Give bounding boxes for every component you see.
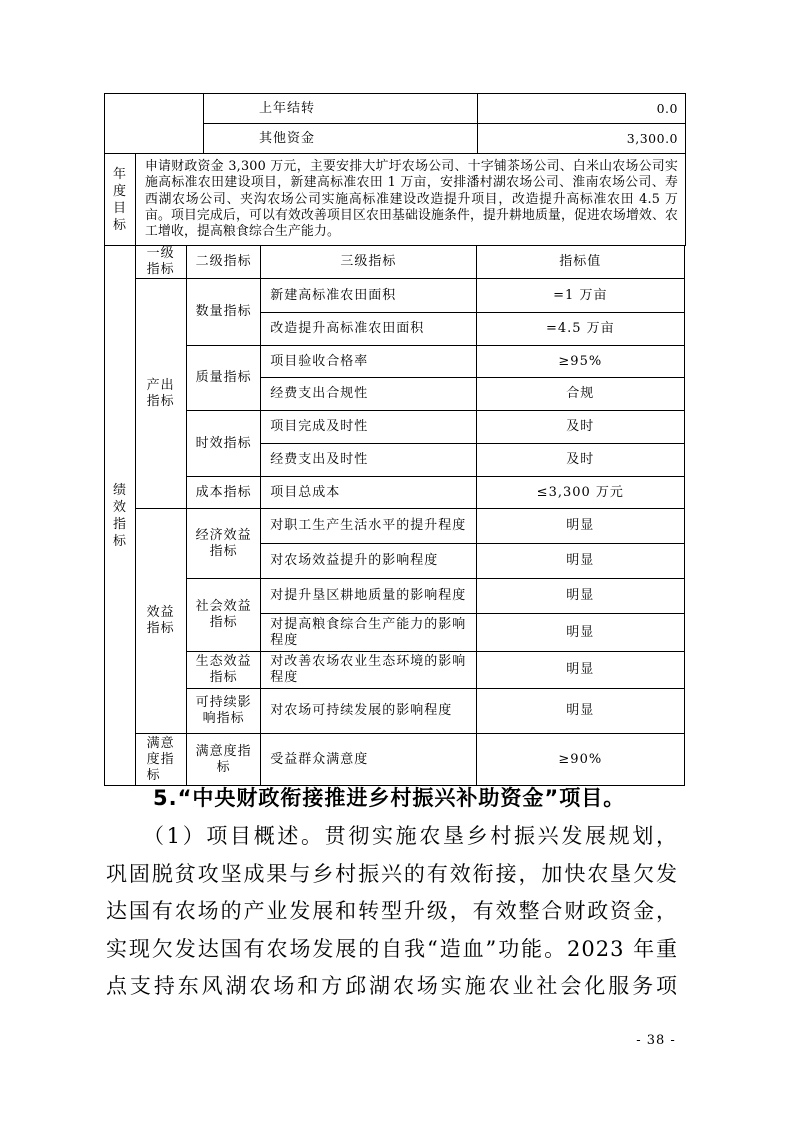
l3-cell: 对农场效益提升的影响程度 — [261, 544, 476, 579]
value-cell: =1 万亩 — [476, 279, 684, 313]
table-row — [105, 279, 685, 313]
l2-cell: 成本指标 — [187, 477, 261, 509]
l1-cell: 产出指标 — [136, 279, 187, 509]
l3-cell: 对提升垦区耕地质量的影响程度 — [261, 579, 476, 614]
header-l3: 三级指标 — [261, 246, 476, 279]
l3-cell: 项目完成及时性 — [261, 411, 476, 444]
table-row — [105, 411, 685, 444]
annual-goal-label: 年度目标 — [112, 166, 127, 233]
l3-cell: 项目总成本 — [261, 477, 476, 509]
l3-cell: 对提高粮食综合生产能力的影响程度 — [261, 614, 476, 652]
header-value: 指标值 — [476, 246, 684, 279]
funding-value: 0.0 — [478, 94, 686, 124]
l1-cell: 效益指标 — [136, 509, 187, 734]
paragraph-line: 实现欠发达国有农场发展的自我“造血”功能。2023 年重 — [106, 936, 678, 961]
value-cell: 明显 — [476, 579, 684, 614]
value-cell: 明显 — [476, 544, 684, 579]
value-cell: 明显 — [476, 689, 684, 734]
l2-cell: 质量指标 — [187, 346, 261, 411]
header-l1: 一级指标 — [136, 246, 187, 279]
table-row — [105, 94, 686, 124]
l2-cell: 时效指标 — [187, 411, 261, 477]
funding-value: 3,300.0 — [478, 124, 686, 154]
budget-performance-table — [104, 93, 685, 786]
l3-cell: 新建高标准农田面积 — [261, 279, 476, 313]
l3-cell: 受益群众满意度 — [261, 734, 476, 786]
funding-label: 其他资金 — [204, 124, 478, 154]
table-row — [105, 652, 685, 689]
paragraph-line: 巩固脱贫攻坚成果与乡村振兴的有效衔接，加快农垦欠发 — [106, 861, 678, 886]
l3-cell: 对改善农场农业生态环境的影响程度 — [261, 652, 476, 689]
paragraph-line: （1）项目概述。贯彻实施农垦乡村振兴发展规划， — [143, 824, 678, 848]
l1-cell: 满意度指标 — [136, 734, 187, 786]
l3-cell: 改造提升高标准农田面积 — [261, 313, 476, 346]
l2-cell: 满意度指标 — [187, 734, 261, 786]
paragraph-line: 达国有农场的产业发展和转型升级，有效整合财政资金， — [106, 899, 678, 923]
table-row — [105, 477, 685, 509]
annual-goal-text: 申请财政资金 3,300 万元，主要安排大圹圩农场公司、十字铺茶场公司、白米山农场公司实施高标准农田建设项目，新建高标准农田 1 万亩，安排潘村湖农场公司、淮南农场公司、寿西湖农场公司、夹沟农场公司实施高标准建设改造提升项目，改造提升高标准农田 4.5 万亩。项目完成后，可以有效改善项目区农田基础设施条件，提升耕地质量，促进农场增效、农工增收，提高粮食综合生产能力。 — [145, 159, 678, 240]
value-cell: 合规 — [476, 378, 684, 411]
l2-cell: 社会效益指标 — [187, 579, 261, 652]
l3-cell: 对农场可持续发展的影响程度 — [261, 689, 476, 734]
value-cell: ≤3,300 万元 — [476, 477, 684, 509]
annual-goal-label-cell — [105, 154, 136, 246]
l3-cell: 经费支出及时性 — [261, 444, 476, 477]
value-cell: 明显 — [476, 652, 684, 689]
section-text-block — [106, 783, 678, 1006]
l3-cell: 项目验收合格率 — [261, 346, 476, 378]
value-cell: 明显 — [476, 509, 684, 544]
table-row — [105, 346, 685, 378]
annual-goal-row — [104, 153, 686, 246]
value-cell: 及时 — [476, 444, 684, 477]
funding-label: 上年结转 — [204, 94, 478, 124]
table-row — [105, 734, 685, 786]
table-row — [105, 689, 685, 734]
l3-cell: 经费支出合规性 — [261, 378, 476, 411]
header-row — [105, 246, 685, 279]
table-row — [105, 579, 685, 614]
performance-section-label: 绩效指标 — [113, 482, 128, 549]
value-cell: 及时 — [476, 411, 684, 444]
value-cell: ≥95% — [476, 346, 684, 378]
carryover-table — [104, 93, 686, 154]
blank-cell — [105, 94, 204, 154]
header-l2: 二级指标 — [187, 246, 261, 279]
l2-cell: 数量指标 — [187, 279, 261, 346]
value-cell: ≥90% — [476, 734, 684, 786]
value-cell: 明显 — [476, 614, 684, 652]
section-heading: 5.“中央财政衔接推进乡村振兴补助资金”项目。 — [153, 786, 626, 810]
paragraph-line: 点支持东风湖农场和方邱湖农场实施农业社会化服务项 — [106, 974, 678, 998]
annual-goal-text-cell — [136, 154, 686, 246]
table-row — [105, 509, 685, 544]
performance-section-label-cell — [105, 246, 136, 786]
l2-cell: 可持续影响指标 — [187, 689, 261, 734]
performance-indicators-table — [104, 245, 685, 786]
l2-cell: 生态效益指标 — [187, 652, 261, 689]
l2-cell: 经济效益指标 — [187, 509, 261, 579]
table-row — [105, 154, 686, 246]
value-cell: =4.5 万亩 — [476, 313, 684, 346]
page-number: - 38 - — [636, 1033, 676, 1048]
l3-cell: 对职工生产生活水平的提升程度 — [261, 509, 476, 544]
